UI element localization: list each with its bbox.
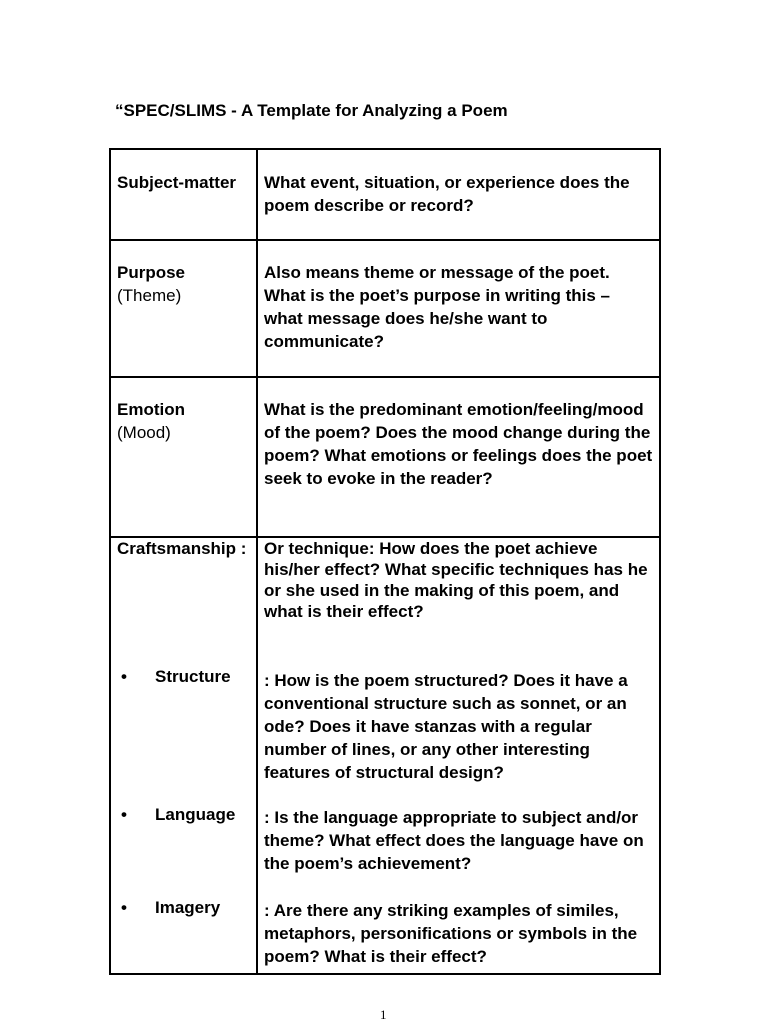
row-label: Emotion [117,400,185,419]
bullet-label: Structure [155,667,231,686]
label-cell [110,377,257,537]
bullet-icon: • [121,805,127,824]
bullet-language [117,804,250,825]
imagery-description: : Are there any striking examples of similes, metaphors, personifications or symbols in the poem? What is their effect? [264,901,638,966]
row-sublabel: (Mood) [117,423,171,442]
structure-description: : How is the poem structured? Does it have a conventional structure such as sonnet, or an ode? Does it have stanzas with a regular number of lines, or any other interesting features of structural design? [264,671,628,782]
description-cell [257,149,660,240]
bullet-label: Language [155,805,236,824]
table-row-craftsmanship [110,537,660,974]
row-description: What event, situation, or experience does the poem describe or record? [264,173,630,215]
label-cell [110,537,257,974]
description-cell [257,537,660,974]
bullet-structure [117,666,250,687]
description-cell [257,240,660,377]
table-row-purpose [110,240,660,377]
table-row-emotion [110,377,660,537]
label-cell [110,240,257,377]
row-label: Purpose [117,263,186,282]
bullet-imagery [117,897,250,918]
bullet-icon: • [121,898,127,917]
page-number: 1 [380,1007,387,1022]
language-description: : Is the language appropriate to subject and/or theme? What effect does the language have on the poem’s achievement? [264,808,644,873]
craftsmanship-intro: Or technique: How does the poet achieve his/her effect? What specific techniques has he or she used in the making of this poem, and what is their effect? [264,539,648,621]
table-row-subject-matter [110,149,660,240]
spec-slims-table [109,148,661,975]
row-label: Craftsmanship : [117,539,247,558]
bullet-icon: • [121,667,127,686]
row-label: Subject-matter [117,173,237,192]
description-cell [257,377,660,537]
label-cell [110,149,257,240]
bullet-label: Imagery [155,898,221,917]
row-sublabel: (Theme) [117,286,182,305]
row-description: What is the predominant emotion/feeling/mood of the poem? Does the mood change during the poem? What emotions or feelings does the poet seek to evoke in the reader? [264,400,653,488]
document-title: “SPEC/SLIMS - A Template for Analyzing a Poem [115,101,508,120]
row-description: Also means theme or message of the poet. What is the poet’s purpose in writing this – what message does he/she want to communicate? [264,263,611,351]
